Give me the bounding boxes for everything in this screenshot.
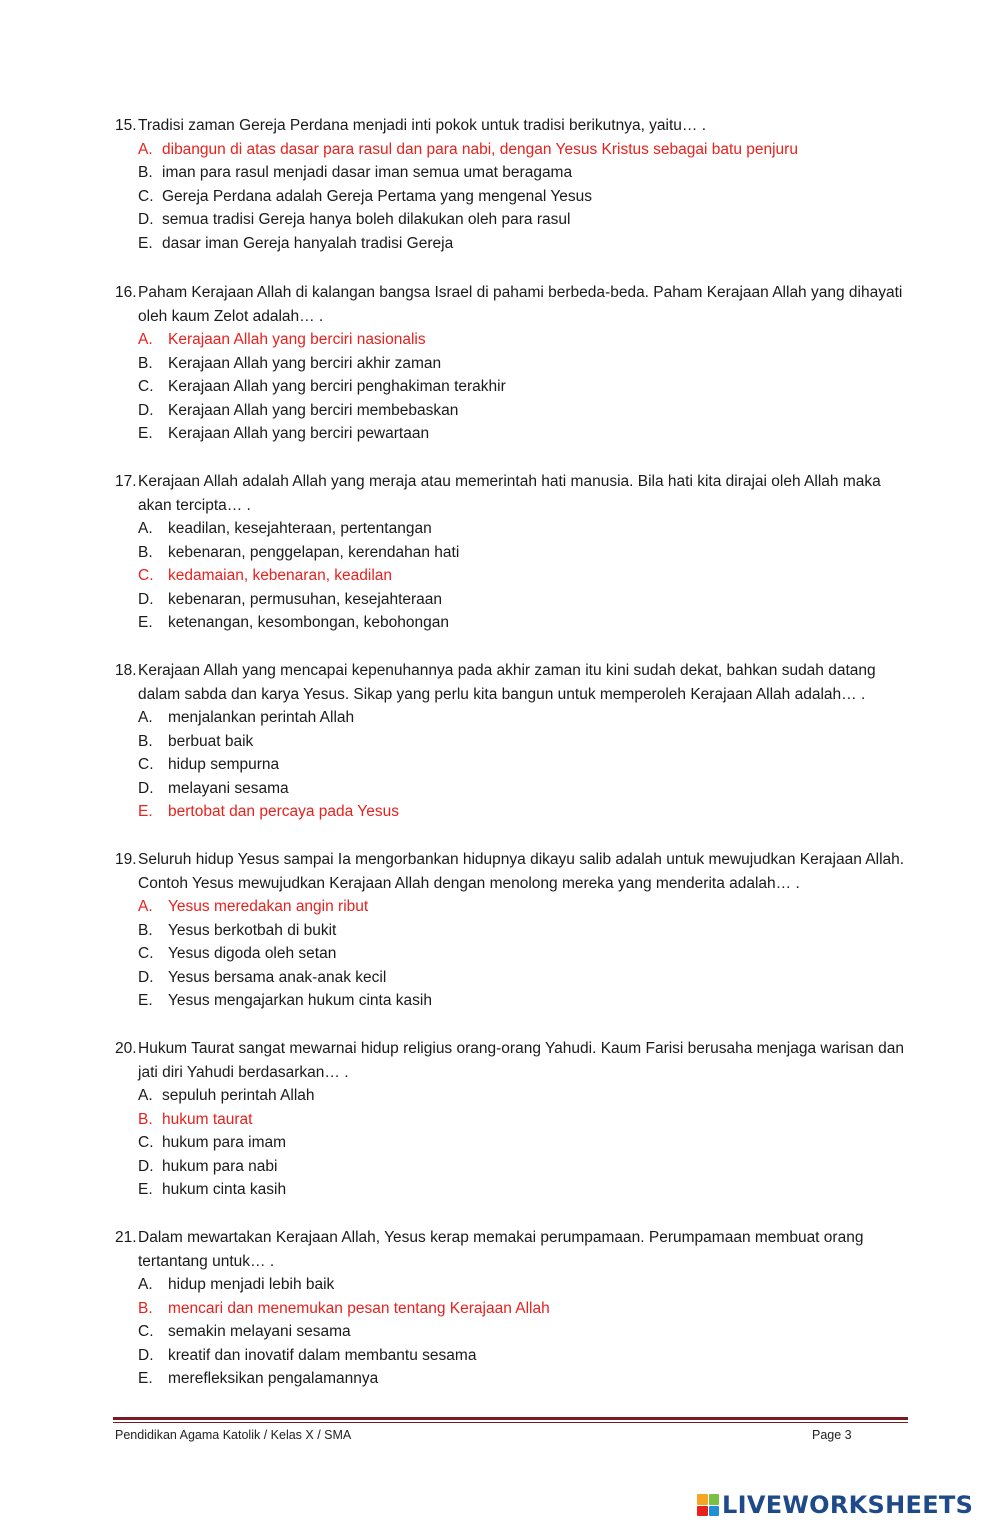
option-letter: C.	[138, 945, 154, 962]
option-text: sepuluh perintah Allah	[162, 1087, 315, 1104]
option-letter: B.	[138, 354, 153, 372]
answer-option[interactable]	[115, 1273, 905, 1297]
option-text: kreatif dan inovatif dalam membantu sesama	[168, 1346, 477, 1364]
answer-option[interactable]	[115, 895, 905, 919]
option-text: berbuat baik	[168, 732, 254, 750]
answer-option[interactable]	[115, 541, 905, 565]
option-text: dibangun di atas dasar para rasul dan para nabi, dengan Yesus Kristus sebagai batu penjuru	[162, 140, 798, 158]
option-text: dasar iman Gereja hanyalah tradisi Gereja	[162, 234, 454, 252]
option-letter: A.	[138, 520, 153, 537]
option-letter: C.	[138, 378, 154, 395]
option-letter: B.	[138, 921, 153, 939]
option-letter: B.	[138, 1110, 153, 1128]
option-letter: E.	[138, 234, 153, 252]
answer-option[interactable]	[115, 185, 905, 209]
option-text: kebenaran, penggelapan, kerendahan hati	[168, 543, 460, 561]
question-prompt: Paham Kerajaan Allah di kalangan bangsa Israel di pahami berbeda-beda. Paham Kerajaan Allah yang dihayati oleh kaum Zelot adalah… .	[138, 284, 903, 325]
option-letter: E.	[138, 1370, 153, 1387]
question-number: 18.	[115, 662, 137, 679]
question-block	[115, 1037, 905, 1202]
option-text: Gereja Perdana adalah Gereja Pertama yang mengenal Yesus	[162, 187, 592, 205]
footer-rule-thick	[113, 1417, 908, 1420]
question-number: 20.	[115, 1040, 137, 1057]
footer-rule-thin	[113, 1422, 908, 1423]
option-letter: D.	[138, 1346, 154, 1364]
answer-option[interactable]	[115, 161, 905, 185]
question-number: 19.	[115, 851, 137, 868]
answer-option[interactable]	[115, 989, 905, 1013]
option-text: Kerajaan Allah yang berciri pewartaan	[168, 425, 430, 442]
answer-option[interactable]	[115, 517, 905, 541]
option-text: bertobat dan percaya pada Yesus	[168, 803, 399, 820]
question-prompt: Kerajaan Allah yang mencapai kepenuhannya pada akhir zaman itu kini sudah dekat, bahkan sudah datang dalam sabda dan karya Yesus. Sikap yang perlu kita bangun untuk memperoleh Kerajaan Allah adalah… .	[138, 662, 876, 703]
option-letter: C.	[138, 1323, 154, 1340]
option-letter: E.	[138, 614, 153, 631]
option-letter: B.	[138, 543, 153, 561]
liveworksheets-logo-icon	[697, 1494, 719, 1516]
answer-option[interactable]	[115, 966, 905, 990]
option-text: menjalankan perintah Allah	[168, 709, 355, 726]
option-letter: A.	[138, 709, 153, 726]
question-text	[115, 281, 905, 328]
option-letter: D.	[138, 968, 154, 986]
answer-option[interactable]	[115, 375, 905, 399]
option-text: keadilan, kesejahteraan, pertentangan	[168, 520, 432, 537]
option-letter: C.	[138, 567, 154, 584]
option-letter: D.	[138, 779, 154, 797]
question-number: 15.	[115, 117, 137, 134]
answer-option[interactable]	[115, 352, 905, 376]
option-text: hukum para imam	[162, 1134, 287, 1151]
option-text: iman para rasul menjadi dasar iman semua umat beragama	[162, 164, 573, 181]
option-letter: D.	[138, 1157, 154, 1175]
option-letter: D.	[138, 401, 154, 419]
question-block	[115, 848, 905, 1013]
question-text	[115, 659, 905, 706]
answer-option[interactable]	[115, 1178, 905, 1202]
option-letter: E.	[138, 803, 153, 820]
option-text: hukum cinta kasih	[162, 1181, 287, 1198]
option-text: kebenaran, permusuhan, kesejahteraan	[168, 590, 443, 608]
option-text: hidup sempurna	[168, 756, 280, 773]
answer-option[interactable]	[115, 706, 905, 730]
question-number: 16.	[115, 284, 137, 301]
answer-option[interactable]	[115, 1155, 905, 1179]
option-text: semua tradisi Gereja hanya boleh dilakukan oleh para rasul	[162, 211, 571, 228]
answer-option[interactable]	[115, 1297, 905, 1321]
answer-option[interactable]	[115, 611, 905, 635]
option-text: Yesus berkotbah di bukit	[168, 921, 337, 939]
question-prompt: Kerajaan Allah adalah Allah yang meraja atau memerintah hati manusia. Bila hati kita dirajai oleh Allah maka akan tercipta… .	[138, 473, 881, 514]
answer-option[interactable]	[115, 1131, 905, 1155]
answer-option[interactable]	[115, 800, 905, 824]
footer-course-title: Pendidikan Agama Katolik / Kelas X / SMA	[115, 1428, 352, 1442]
option-text: kedamaian, kebenaran, keadilan	[168, 567, 393, 584]
option-letter: E.	[138, 992, 153, 1009]
footer-page-number: Page 3	[812, 1428, 852, 1442]
option-letter: D.	[138, 211, 154, 228]
question-prompt: Dalam mewartakan Kerajaan Allah, Yesus kerap memakai perumpamaan. Perumpamaan membuat orang tertantang untuk… .	[138, 1229, 864, 1270]
option-text: Yesus meredakan angin ribut	[168, 898, 369, 915]
brand-name: LIVEWORKSHEETS	[722, 1491, 974, 1519]
question-block	[115, 114, 905, 255]
question-prompt: Tradisi zaman Gereja Perdana menjadi inti pokok untuk tradisi berikutnya, yaitu… .	[138, 117, 707, 134]
option-text: merefleksikan pengalamannya	[168, 1370, 379, 1387]
answer-option[interactable]	[115, 1108, 905, 1132]
question-block	[115, 281, 905, 446]
question-text	[115, 114, 905, 138]
option-letter: A.	[138, 140, 153, 158]
answer-option[interactable]	[115, 1084, 905, 1108]
option-letter: B.	[138, 732, 153, 750]
question-text	[115, 848, 905, 895]
answer-option[interactable]	[115, 138, 905, 162]
option-text: Kerajaan Allah yang berciri nasionalis	[168, 331, 426, 348]
option-text: mencari dan menemukan pesan tentang Kerajaan Allah	[168, 1299, 550, 1317]
option-letter: D.	[138, 590, 154, 608]
answer-option[interactable]	[115, 753, 905, 777]
option-letter: C.	[138, 187, 154, 205]
answer-option[interactable]	[115, 588, 905, 612]
answer-option[interactable]	[115, 942, 905, 966]
option-letter: A.	[138, 1087, 153, 1104]
option-letter: C.	[138, 756, 154, 773]
option-text: Kerajaan Allah yang berciri akhir zaman	[168, 354, 442, 372]
option-letter: A.	[138, 331, 153, 348]
option-letter: A.	[138, 898, 153, 915]
answer-option[interactable]	[115, 328, 905, 352]
answer-option[interactable]	[115, 422, 905, 446]
question-number: 17.	[115, 473, 137, 490]
option-letter: E.	[138, 1181, 153, 1198]
option-text: Kerajaan Allah yang berciri membebaskan	[168, 401, 459, 419]
question-number: 21.	[115, 1229, 137, 1246]
option-letter: B.	[138, 164, 153, 181]
question-text	[115, 470, 905, 517]
option-text: Yesus bersama anak-anak kecil	[168, 968, 387, 986]
answer-option[interactable]	[115, 1367, 905, 1391]
option-letter: A.	[138, 1276, 153, 1293]
option-text: Yesus mengajarkan hukum cinta kasih	[168, 992, 432, 1009]
answer-option[interactable]	[115, 1320, 905, 1344]
question-text	[115, 1037, 905, 1084]
question-prompt: Seluruh hidup Yesus sampai Ia mengorbankan hidupnya dikayu salib adalah untuk mewujudkan Kerajaan Allah. Contoh Yesus mewujudkan Kerajaan Allah dengan menolong mereka yang menderita adalah… .	[138, 851, 905, 892]
option-text: hukum para nabi	[162, 1157, 278, 1175]
answer-option[interactable]	[115, 777, 905, 801]
option-text: ketenangan, kesombongan, kebohongan	[168, 614, 449, 631]
question-block	[115, 470, 905, 635]
answer-option[interactable]	[115, 564, 905, 588]
option-letter: B.	[138, 1299, 153, 1317]
question-text	[115, 1226, 905, 1273]
answer-option[interactable]	[115, 208, 905, 232]
question-block	[115, 659, 905, 824]
answer-option[interactable]	[115, 399, 905, 423]
answer-option[interactable]	[115, 1344, 905, 1368]
option-text: Kerajaan Allah yang berciri penghakiman terakhir	[168, 378, 506, 395]
option-text: hidup menjadi lebih baik	[168, 1276, 335, 1293]
option-text: melayani sesama	[168, 779, 289, 797]
option-text: hukum taurat	[162, 1110, 253, 1128]
option-letter: C.	[138, 1134, 154, 1151]
liveworksheets-brand[interactable]	[697, 1492, 973, 1518]
question-block	[115, 1226, 905, 1391]
option-text: Yesus digoda oleh setan	[168, 945, 337, 962]
answer-option[interactable]	[115, 232, 905, 256]
question-prompt: Hukum Taurat sangat mewarnai hidup religius orang-orang Yahudi. Kaum Farisi berusaha menjaga warisan dan jati diri Yahudi berdasarkan… .	[138, 1040, 904, 1081]
option-text: semakin melayani sesama	[168, 1323, 351, 1340]
answer-option[interactable]	[115, 730, 905, 754]
option-letter: E.	[138, 425, 153, 442]
answer-option[interactable]	[115, 919, 905, 943]
